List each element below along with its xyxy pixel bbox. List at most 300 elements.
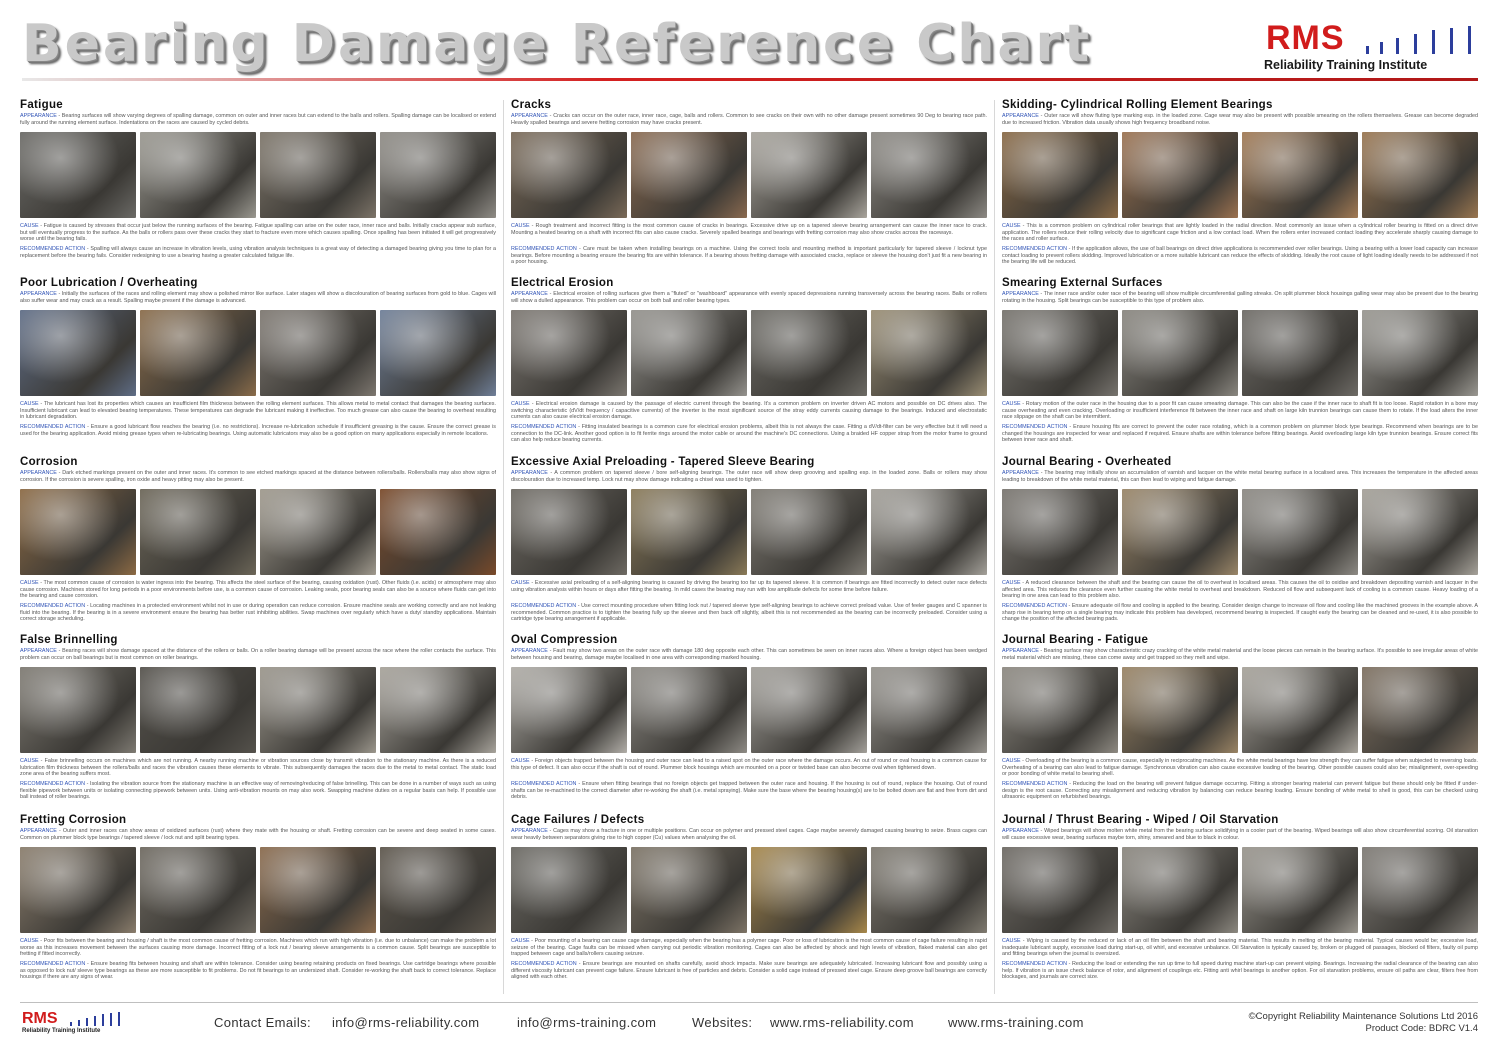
cause-text: Foreign objects trapped between the housing and outer race can lead to a raised spot on the outer race where the damage occurs. An out of round or oval housing is a common cause for this type of defect. It can also occur if the shaft is out of round. Plummer block housings which are mounted on a poor or twisted base can also become oval when tightened down.	[511, 758, 987, 771]
card-title: False Brinnelling	[20, 634, 118, 646]
cause	[1002, 223, 1478, 243]
separator: -	[529, 223, 536, 229]
recommended-action	[511, 781, 987, 801]
email-link[interactable]: info@rms-reliability.com	[332, 1015, 480, 1030]
recommended-action-label: RECOMMENDED ACTION	[1002, 603, 1067, 609]
damage-card	[20, 98, 496, 276]
separator: -	[1038, 828, 1045, 834]
damage-card	[1002, 813, 1478, 991]
appearance	[1002, 470, 1478, 484]
email-link[interactable]: info@rms-training.com	[517, 1015, 657, 1030]
recommended-action-label: RECOMMENDED ACTION	[511, 246, 577, 252]
cause-text: Overloading of the bearing is a common cause, especially in reciprocating machines. As the white metal bearings have low strength they can suffer fatigue when subjected to reversing loads. Overheating of a bearing can also lead to fatigue damage. Synchronous vibration can also cause excessive loading of the bearing. Other possible causes could also be; misalignment, over-speeding or poor bonding of white metal to bearing shell.	[1002, 758, 1478, 778]
brand-logo	[1264, 20, 1478, 74]
damage-photo	[1122, 132, 1238, 218]
appearance-label: APPEARANCE	[1002, 470, 1039, 476]
damage-photo	[631, 132, 747, 218]
brand-tagline: Reliability Training Institute	[1264, 58, 1428, 72]
cause-text: Poor fits between the bearing and housing / shaft is the most common cause of fretting corrosion. Machines which run with high vibration (i.e. due to unbalance) can make the problem a lot worse as this increases movement between the surfaces causing more damage. Incorrect fitting of a lock nut / bearing sleeve arrangements is a common cause. Split bearings are susceptible to fretting if fitted incorrectly.	[20, 938, 496, 958]
photo-strip	[511, 489, 987, 575]
damage-photo	[631, 310, 747, 396]
appearance	[511, 291, 987, 305]
damage-photo	[751, 847, 867, 933]
separator: -	[1020, 938, 1027, 944]
cause	[20, 580, 496, 600]
damage-photo	[1362, 667, 1478, 753]
recommended-action-text: Reducing the load or extending the run up time to full speed during machine start-up can prevent wiping. Bearings. Increasing the radial clearance of the bearing can also help. If vibration is an issue check balance of rotor, and alignment of couplings etc. Fitting anti whirl bearings is another option. For oil starvation problems, ensure oil paths are clear, filters free from blockages, and journals are correct size.	[1002, 961, 1478, 981]
recommended-action-text: Locating machines in a protected environment whilst not in use or during operation can reduce corrosion. Ensure machine seals are working correctly and are not leaking fluid into the bearing. If the bearing is in a severe environment ensure the bearing has better rust inhibiting abilities. Swap machines over regularly which have a duty/ standby applications. Maintain correct storage scheduling.	[20, 603, 496, 623]
appearance-text: Outer and inner races can show areas of oxidized surfaces (rust) where they mate with the housing or shaft. Fretting corrosion can be severe and deep seated in some cases. Common on plummer block type bearings / tapered sleeve / lock nut and split bearing types.	[20, 828, 496, 841]
damage-photo	[380, 310, 496, 396]
damage-card	[511, 98, 987, 276]
damage-photo	[380, 132, 496, 218]
appearance	[20, 648, 496, 662]
damage-photo	[260, 310, 376, 396]
recommended-action-text: Isolating the vibration source from the stationary machine is an effective way of removing/reducing of false brinelling. This can be done in a number of ways such as using flexible pipework between units or isolating connecting pipework between units. Using anti-vibration mounts on may also work. Swapping machine duties on a regular basis can help. If possible use ball instead of roller bearings.	[20, 781, 496, 801]
card-title: Oval Compression	[511, 634, 618, 646]
appearance-text: Dark etched markings present on the outer and inner races. It's common to see etched markings spaced at the distance between rollers/balls. Rollers/balls may also show signs of corrosion. If the corrosion is severe spalling, iron oxide and heavy pitting may also be present.	[20, 470, 496, 483]
cause-label: CAUSE	[511, 758, 530, 764]
damage-photo	[1242, 132, 1358, 218]
column-divider	[503, 100, 504, 994]
appearance	[20, 470, 496, 484]
cause-label: CAUSE	[511, 401, 530, 407]
product-code: Product Code: BDRC V1.4	[1365, 1023, 1478, 1034]
cause-text: Rotary motion of the outer race in the housing due to a poor fit can cause smearing damage. This can also be the case if the inner race to shaft fit is too loose. Rapid rotation in a bore may cause overheating and even cracking. Overloading or insufficient interference fit between the inner race and shaft on large kiln trunnion bearings can cause them to rotate. If the load alters the inner race slippage on the shaft can be intermittent.	[1002, 401, 1478, 421]
damage-photo	[1122, 310, 1238, 396]
recommended-action	[20, 781, 496, 801]
damage-photo	[1002, 310, 1118, 396]
card-title: Journal Bearing - Fatigue	[1002, 634, 1149, 646]
recommended-action-label: RECOMMENDED ACTION	[1002, 246, 1068, 252]
recommended-action	[1002, 961, 1478, 981]
appearance-label: APPEARANCE	[1002, 828, 1039, 834]
damage-photo	[1362, 847, 1478, 933]
photo-strip	[20, 847, 496, 933]
cause-label: CAUSE	[1002, 401, 1021, 407]
appearance-label: APPEARANCE	[20, 113, 57, 119]
copyright	[1249, 1011, 1478, 1035]
damage-photo	[20, 132, 136, 218]
cause-text: Wiping is caused by the reduced or lack of an oil film between the shaft and bearing material. This results in melting of the bearing material. Typical causes would be; excessive load, inadequate lubricant supply, excessive load during start-up, oil whirl, and excessive unbalance. Oil Starvation is typically caused by, broken or plugged oil passages, blocked oil filters, faulty oil pump and fitting bearings when the journal is oversized.	[1002, 938, 1478, 958]
card-title: Fretting Corrosion	[20, 814, 127, 826]
separator: -	[547, 113, 554, 119]
card-title: Smearing External Surfaces	[1002, 277, 1163, 289]
website-link[interactable]: www.rms-reliability.com	[770, 1015, 915, 1030]
damage-photo	[1002, 667, 1118, 753]
separator: -	[85, 603, 91, 609]
brand-mark: RMS	[1266, 19, 1345, 57]
column-2	[511, 98, 987, 998]
recommended-action	[1002, 603, 1478, 623]
separator: -	[1020, 223, 1027, 229]
separator: -	[38, 758, 45, 764]
separator: -	[547, 291, 554, 297]
damage-card	[511, 633, 987, 811]
cause-text: Excessive axial preloading of a self-aligning bearing is caused by driving the bearing too far up its tapered sleeve. It is common if bearings are fitted incorrectly to detect outer race defects using vibration analysis within hours or days after fitting the bearing. In mild cases the bearing may run with low amplitude defects for some time before failure.	[511, 580, 987, 593]
recommended-action-label: RECOMMENDED ACTION	[511, 961, 577, 967]
cause-text: Rough treatment and incorrect fitting is the most common cause of cracks in bearings. Excessive drive up on a tapered sleeve bearing arrangement can cause the inner race to crack. Mounting a heated bearing on a shaft with incorrect fits can also cause cracks. Severely spalled bearings and bearings with fretting corrosion may also show cracks across the raceways.	[511, 223, 987, 236]
separator: -	[1038, 291, 1044, 297]
appearance-text: Bearing surface may show characteristic crazy cracking of the white metal material and the loose pieces can remain in the bearing surface. It's possible to see irregular areas of white metal material which are missing, these can come away and get trapped so they melt and wipe.	[1002, 648, 1478, 661]
card-title: Cracks	[511, 99, 552, 111]
column-1	[20, 98, 496, 998]
separator: -	[1038, 648, 1044, 654]
card-title: Journal / Thrust Bearing - Wiped / Oil Starvation	[1002, 814, 1279, 826]
damage-photo	[380, 489, 496, 575]
photo-strip	[511, 132, 987, 218]
separator: -	[38, 580, 44, 586]
damage-photo	[751, 667, 867, 753]
damage-card	[20, 813, 496, 991]
card-title: Excessive Axial Preloading - Tapered Sleeve Bearing	[511, 456, 815, 468]
photo-strip	[1002, 310, 1478, 396]
cause	[511, 758, 987, 778]
cause-label: CAUSE	[1002, 580, 1021, 586]
photo-strip	[511, 667, 987, 753]
appearance	[1002, 828, 1478, 842]
card-title: Skidding- Cylindrical Rolling Element Bearings	[1002, 99, 1273, 111]
appearance-text: The bearing may initially show an accumulation of varnish and lacquer on the white metal bearing surface in a localised area. This increases the temperature in the affected areas leading to breakdown of the white metal material, this can then lead to wiping and fatigue damage.	[1002, 470, 1478, 483]
recommended-action	[20, 961, 496, 981]
separator: -	[1038, 113, 1045, 119]
recommended-action-text: Fitting insulated bearings is a common cure for electrical erosion problems, albeit this is not always the case. Fitting a dV/dt-filter can be very effective but it will need a connection to the DC-link. Another good option is to fit ferrite rings around the motor cable or around the machine's DC connections. Using a braided HF copper strap from the motor frame to ground can also help reduce bearing currents.	[511, 424, 987, 444]
photo-strip	[20, 310, 496, 396]
cause-label: CAUSE	[20, 401, 39, 407]
separator: -	[1020, 580, 1026, 586]
recommended-action-text: Spalling will always cause an increase in vibration levels, using vibration analysis techniques is a great way of detecting a damaged bearing giving you time to plan for a replacement before the bearing fails. Consider redesigning to use a bearing having a greater calculated fatigue life.	[20, 246, 496, 259]
cause	[1002, 938, 1478, 958]
damage-photo	[260, 132, 376, 218]
appearance	[1002, 648, 1478, 662]
damage-photo	[511, 667, 627, 753]
appearance-label: APPEARANCE	[511, 470, 548, 476]
damage-photo	[871, 489, 987, 575]
footer-divider	[20, 1002, 1478, 1003]
recommended-action-text: Ensure when fitting bearings that no foreign objects get trapped between the outer race and housing. If the housing is out of round, replace the housing. Out of round shafts can be re-machined to the correct diameter after re-working the shaft (i.e. metal spraying). Make sure the base where the bearing housing(s) are to be bolted down are flat and free from dirt and debris.	[511, 781, 987, 801]
recommended-action	[511, 603, 987, 623]
damage-photo	[1362, 310, 1478, 396]
recommended-action-label: RECOMMENDED ACTION	[20, 781, 86, 787]
cause-text: A reduced clearance between the shaft and the bearing can cause the oil to overheat in localised areas. This causes the oil to oxidise and breakdown depositing varnish and lacquer in the affected area. This reduces the clearance even further causing the white metal to overheat and breakdown. Reduced oil flow and subsequent lack of cooling is a common cause. Heavy loading of a bearing in one area can lead to this problem also.	[1002, 580, 1478, 600]
damage-card	[20, 633, 496, 811]
recommended-action-text: Use correct mounting procedure when fitting lock nut / tapered sleeve type self-aligning bearings to achieve correct preload value. Use of feeler gauges and C spanner is recommended. Common practice is to tighten the bearing fully up the sleeve and then back off slightly, albeit this is not recommended as the bearing can be incorrectly preloaded. Consider using a cartridge type bearing arrangement if applicable.	[511, 603, 987, 623]
appearance	[20, 113, 496, 127]
separator: -	[547, 828, 554, 834]
damage-photo	[1002, 132, 1118, 218]
damage-photo	[1122, 667, 1238, 753]
recommended-action-label: RECOMMENDED ACTION	[1002, 961, 1068, 967]
title-divider	[22, 78, 1478, 81]
recommended-action-label: RECOMMENDED ACTION	[511, 603, 577, 609]
recommended-action-text: Reducing the load on the bearing will prevent fatigue damage occurring. Fitting a stronger bearing material can prevent fatigue but these should only be fitted if under-design is the root cause. Correcting any misalignment and reducing vibration by balancing can reduce bearing loading. Ensure bonding of white metal to shell is good, this can be checked using ultrasonic equipment on refurbished bearings.	[1002, 781, 1478, 801]
appearance	[20, 828, 496, 842]
separator: -	[529, 580, 535, 586]
damage-photo	[140, 847, 256, 933]
damage-photo	[380, 847, 496, 933]
damage-photo	[1242, 310, 1358, 396]
damage-photo	[511, 847, 627, 933]
separator: -	[56, 113, 62, 119]
cause-label: CAUSE	[1002, 938, 1021, 944]
damage-photo	[511, 132, 627, 218]
recommended-action	[20, 246, 496, 266]
cause-text: This is a common problem on cylindrical roller bearings that are lightly loaded in the radial direction. Most commonly an issue when a cylindrical roller bearing is fitted on a direct drive application. The rollers reduce their rolling velocity due to significant cage friction and a low contact load. When the rollers enter increased contact loading they accelerate sharply causing damage to the races and roller surface.	[1002, 223, 1478, 243]
damage-card	[1002, 455, 1478, 633]
cause-text: False brinnelling occurs on machines which are not running. A nearby running machine or vibration sources close by transmit vibration to the stationary machine. As there is a reduced lubrication film thickness between the rollers/balls and races the vibration causes these elements to vibrate. This subsequently damages the races due to the metal to metal contact. The static load zone area of the bearing suffers most.	[20, 758, 496, 778]
separator: -	[529, 401, 536, 407]
cause-text: Electrical erosion damage is caused by the passage of electric current through the bearing. It's a common problem on inverter driven AC motors and possible on DC drives also. The switching characteristic (dV/dt frequency / capacitive currents) of the inverter is the most significant source of the stray eddy currents causing damage to the bearings. Induced and electrostatic currents can also cause electrical erosion damage.	[511, 401, 987, 421]
damage-photo	[1362, 489, 1478, 575]
recommended-action-text: Ensure a good lubricant flow reaches the bearing (i.e. no restrictions). Increase re-lubrication schedule if insufficient greasing is the cause. Ensure the correct grease is used for the bearing application. Avoid mixing grease types when re-lubricating bearings. Using automatic lubricators may also be a good option on many applications especially in remote locations.	[20, 424, 496, 437]
separator: -	[1067, 961, 1073, 967]
damage-photo	[631, 847, 747, 933]
recommended-action-label: RECOMMENDED ACTION	[511, 424, 577, 430]
photo-strip	[1002, 489, 1478, 575]
damage-photo	[751, 489, 867, 575]
recommended-action	[511, 424, 987, 444]
cause	[1002, 580, 1478, 600]
appearance-label: APPEARANCE	[1002, 113, 1039, 119]
damage-photo	[1242, 667, 1358, 753]
appearance-label: APPEARANCE	[511, 291, 548, 297]
column-divider	[994, 100, 995, 994]
photo-strip	[1002, 667, 1478, 753]
websites-label: Websites:	[692, 1015, 753, 1030]
cause-label: CAUSE	[20, 580, 39, 586]
photo-strip	[20, 132, 496, 218]
damage-grid	[20, 98, 1478, 998]
appearance-text: Cages may show a fracture in one or multiple positions. Can occur on polymer and pressed steel cages. Cage maybe severely damaged causing bearing to seize. Brass cages can wear heavily between separators giving rise to high copper (Cu) values when analysing the oil.	[511, 828, 987, 841]
appearance	[511, 648, 987, 662]
damage-card	[1002, 276, 1478, 454]
cause-label: CAUSE	[1002, 758, 1021, 764]
separator: -	[1067, 603, 1072, 609]
separator: -	[576, 246, 584, 252]
cause	[1002, 401, 1478, 421]
damage-photo	[871, 847, 987, 933]
recommended-action	[1002, 246, 1478, 266]
photo-strip	[511, 310, 987, 396]
card-title: Fatigue	[20, 99, 63, 111]
card-title: Corrosion	[20, 456, 78, 468]
recommended-action-text: Ensure adequate oil flow and cooling is applied to the bearing. Consider design change to increase oil flow and cooling like the machined grooves in the example above. A sharp rise in bearing temp on a single bearing may indicate this problem has developed, recommend bearing is inspected. If caught early the bearing can be cleaned and re-used, it is also possible to change the position of the affected bearing pads.	[1002, 603, 1478, 623]
separator: -	[56, 470, 63, 476]
separator: -	[576, 781, 583, 787]
cause-text: The lubricant has lost its properties which causes an insufficient film thickness between the rolling element surfaces. This allows metal to metal contact that damages the bearing surfaces. Insufficient lubricant can lead to elevated bearing temperatures. These temperatures can degrade the lubricant making it ineffective. Too much grease can also cause the bearing to overheat resulting in lubricant degradation.	[20, 401, 496, 421]
recommended-action-text: Ensure bearing fits between housing and shaft are within tolerance. Consider using bearing retaining products on fixed bearings. Use cartridge bearings where possible as opposed to lock nut/ sleeve type bearings as these are more susceptible to fit problems. Do not fit bearings to an undersized shaft. Consider re-working the shaft back to correct tolerance. Replace housings if there are any signs of wear.	[20, 961, 496, 981]
damage-photo	[380, 667, 496, 753]
cause	[20, 938, 496, 958]
appearance-text: Bearing races will show damage spaced at the distance of the rollers or balls. On a roller bearing damage will be present across the race where the roller contacts the surface. This problem can occur on ball bearings but is most common on roller bearings.	[20, 648, 496, 661]
separator: -	[576, 424, 582, 430]
appearance-label: APPEARANCE	[511, 113, 548, 119]
recommended-action-text: Ensure housing fits are correct to prevent the outer race rotating, which is a common problem on plummer block type bearings. Recommend when bearings are to be changed the housings are inspected for wear and replaced if required. Ensure shafts are within tolerance before fitting bearings. Avoid overloading large kiln type trunnion bearings. Ensure correct fits between inner race and shaft.	[1002, 424, 1478, 444]
damage-photo	[20, 667, 136, 753]
separator: -	[38, 938, 44, 944]
recommended-action-text: Ensure bearings are mounted on shafts carefully, avoid shock impacts. Make sure bearings are adequately lubricated. Increasing lubricant flow and possibly using a different viscosity lubricant can prevent cage failure. Ensure lubricant is free of particles and debris. Consider a solid cage instead of pressed steel cage. Ensure deep groove ball bearings are correctly aligned with each other.	[511, 961, 987, 981]
damage-photo	[1242, 847, 1358, 933]
photo-strip	[20, 667, 496, 753]
separator: -	[85, 246, 91, 252]
damage-card	[511, 276, 987, 454]
footer-logo	[22, 1010, 122, 1036]
damage-photo	[140, 132, 256, 218]
cause	[511, 223, 987, 243]
appearance	[20, 291, 496, 305]
separator: -	[1067, 424, 1074, 430]
appearance-label: APPEARANCE	[511, 648, 548, 654]
photo-strip	[20, 489, 496, 575]
appearance-text: Bearing surfaces will show varying degrees of spalling damage, common on outer and inner races but can extend to the balls and rollers. Spalling damage can be localised or extend fully around the running element surface. Indentations on the races are caused by cycled debris.	[20, 113, 496, 126]
separator: -	[576, 603, 582, 609]
recommended-action-label: RECOMMENDED ACTION	[20, 424, 86, 430]
damage-photo	[1362, 132, 1478, 218]
separator: -	[56, 291, 62, 297]
damage-photo	[631, 489, 747, 575]
damage-photo	[140, 667, 256, 753]
separator: -	[38, 223, 44, 229]
header	[0, 0, 1500, 92]
appearance	[511, 828, 987, 842]
recommended-action	[1002, 424, 1478, 444]
appearance-text: Cracks can occur on the outer race, inner race, cage, balls and rollers. Common to see cracks on their own with no other damage present sometimes 90 Deg to bearing race path. Heavily spalled bearings and severe fretting corrosion may have cracks present.	[511, 113, 987, 126]
cause-text: The most common cause of corrosion is water ingress into the bearing. This affects the steel surface of the bearing, causing oxidation (rust). Other fluids (i.e. acids) or atmosphere may also cause corrosion. Machines stored for long periods in a poor environments before use, is a common cause of corrosion. Leaking seals, poor bearing seals can also be a source where fluids can get into the bearing and cause corrosion.	[20, 580, 496, 600]
damage-photo	[1122, 489, 1238, 575]
appearance-label: APPEARANCE	[1002, 291, 1039, 297]
website-link[interactable]: www.rms-training.com	[948, 1015, 1084, 1030]
damage-photo	[871, 310, 987, 396]
appearance	[511, 470, 987, 484]
appearance-text: A common problem on tapered sleeve / bore self-aligning bearings. The outer race will show deep grooving and spalling esp. in the loaded zone. Balls or rollers may show discolouration due to increased temp. Lock nut may show damage indicating a chisel was used to tighten.	[511, 470, 987, 483]
cause-label: CAUSE	[20, 938, 39, 944]
column-3	[1002, 98, 1478, 998]
damage-photo	[751, 132, 867, 218]
cause	[511, 401, 987, 421]
card-title: Electrical Erosion	[511, 277, 614, 289]
card-title: Cage Failures / Defects	[511, 814, 645, 826]
separator: -	[85, 424, 91, 430]
appearance	[511, 113, 987, 127]
photo-strip	[511, 847, 987, 933]
photo-strip	[1002, 847, 1478, 933]
cause-label: CAUSE	[20, 223, 39, 229]
separator: -	[56, 648, 63, 654]
separator: -	[529, 758, 535, 764]
recommended-action-label: RECOMMENDED ACTION	[20, 961, 86, 967]
cause-label: CAUSE	[1002, 223, 1021, 229]
cause	[511, 938, 987, 958]
separator: -	[529, 938, 535, 944]
cause	[511, 580, 987, 600]
damage-card	[511, 813, 987, 991]
damage-photo	[871, 667, 987, 753]
bars-icon	[1366, 26, 1474, 54]
cause	[20, 401, 496, 421]
damage-photo	[260, 847, 376, 933]
damage-photo	[1242, 489, 1358, 575]
bars-icon	[70, 1012, 122, 1026]
damage-photo	[751, 310, 867, 396]
photo-strip	[1002, 132, 1478, 218]
recommended-action-text: Care must be taken when installing bearings on a machine. Using the correct tools and mounting method is important particularly for tapered sleeve / locknut type bearings. Before mounting a bearing ensure the bearing fits are within tolerance. If a bearing shows fretting damage with associated cracks, replace or sleeve the housing don't just fit a new bearing in a poor housing.	[511, 246, 987, 266]
damage-card	[511, 455, 987, 633]
recommended-action-label: RECOMMENDED ACTION	[20, 603, 86, 609]
cause-label: CAUSE	[511, 938, 530, 944]
separator: -	[38, 401, 44, 407]
cause-text: Fatigue is caused by stresses that occur just below the running surfaces of the bearing. Fatigue spalling can arise on the outer race, inner race and balls. Initially cracks appear sub surface, but will eventually progress to the surface. As the balls or rollers pass over these cracks they start to fracture even more which causes spalling. Once spalling has been initiated it will get progressively worse until the bearing fails.	[20, 223, 496, 243]
recommended-action-label: RECOMMENDED ACTION	[20, 246, 86, 252]
recommended-action-label: RECOMMENDED ACTION	[1002, 781, 1068, 787]
appearance-text: Electrical erosion of rolling surfaces give them a "fluted" or "washboard" appearance with evenly spaced depressions running transversely across the bearing races. Balls or rollers will show a dulled appearance. This problem can occur on both ball and roller bearing types.	[511, 291, 987, 304]
damage-card	[1002, 633, 1478, 811]
appearance-label: APPEARANCE	[20, 828, 57, 834]
recommended-action	[511, 246, 987, 266]
recommended-action	[20, 424, 496, 444]
appearance	[1002, 291, 1478, 305]
separator: -	[576, 961, 583, 967]
separator: -	[547, 470, 555, 476]
separator: -	[85, 781, 90, 787]
damage-photo	[871, 132, 987, 218]
separator: -	[1067, 246, 1072, 252]
appearance-label: APPEARANCE	[1002, 648, 1039, 654]
damage-photo	[511, 310, 627, 396]
appearance-label: APPEARANCE	[20, 648, 57, 654]
damage-photo	[1122, 847, 1238, 933]
cause	[20, 223, 496, 243]
recommended-action	[20, 603, 496, 623]
appearance-text: Outer race will show fluting type marking esp. in the loaded zone. Cage wear may also be present with possible smearing on the rollers themselves. Grease can become degraded due to increased friction. Vibration data usually shows high frequency broadband noise.	[1002, 113, 1478, 126]
separator: -	[1038, 470, 1045, 476]
appearance-text: Wiped bearings will show molten white metal from the bearing surface solidifying in a cooler part of the bearing. Wiped bearings will also show circumferential scoring. Oil starvation will cause excessive wear, bearing surfaces maybe torn, shiny, smeared and blue to black in colour.	[1002, 828, 1478, 841]
appearance-label: APPEARANCE	[511, 828, 548, 834]
separator: -	[1020, 758, 1026, 764]
damage-photo	[20, 847, 136, 933]
recommended-action-text: If the application allows, the use of ball bearings on direct drive applications is recommended over roller bearings. Using a bearing with a lower load capacity can increase contact loading to prevent rollers skidding. Improved lubrication or a more suitable lubricant can reduce the effects of skidding. Ideally the root cause of light loading ideally needs to be addressed if not the bearing life will be reduced.	[1002, 246, 1478, 266]
card-title: Poor Lubrication / Overheating	[20, 277, 198, 289]
recommended-action	[511, 961, 987, 981]
card-title: Journal Bearing - Overheated	[1002, 456, 1172, 468]
appearance-text: Fault may show two areas on the outer race with damage 180 deg opposite each other. This can sometimes be seen on inner races also. Where a foreign object has been wedged between housing and bearing, damage maybe localised in one area with corresponding marked housing.	[511, 648, 987, 661]
contact-label: Contact Emails:	[214, 1015, 312, 1030]
separator: -	[1020, 401, 1026, 407]
cause-label: CAUSE	[20, 758, 39, 764]
appearance-text: Initially the surfaces of the races and rolling element may show a polished mirror like surface. Later stages will show a discolouration of bearing surfaces from gold to blue. Cages will also suffer wear and may crack as a result. Spalling maybe present if the damage is advanced.	[20, 291, 496, 304]
damage-photo	[1002, 847, 1118, 933]
appearance	[1002, 113, 1478, 127]
damage-photo	[140, 489, 256, 575]
separator: -	[1067, 781, 1073, 787]
appearance-text: The inner race and/or outer race of the bearing will show multiple circumferential galling streaks. On split plummer block housings galling wear may also be present due to the bearing rotating in the housing. Split bearings can be susceptible to this type of problem also.	[1002, 291, 1478, 304]
recommended-action-label: RECOMMENDED ACTION	[1002, 424, 1068, 430]
damage-photo	[511, 489, 627, 575]
copyright-text: ©Copyright Reliability Maintenance Solutions Ltd 2016	[1248, 1011, 1478, 1022]
footer-brand-tagline: Reliability Training Institute	[22, 1028, 101, 1034]
appearance-label: APPEARANCE	[20, 470, 57, 476]
recommended-action-label: RECOMMENDED ACTION	[511, 781, 577, 787]
damage-card	[20, 276, 496, 454]
footer-brand-mark: RMS	[22, 1010, 58, 1027]
damage-photo	[20, 489, 136, 575]
damage-photo	[20, 310, 136, 396]
cause	[1002, 758, 1478, 778]
damage-photo	[631, 667, 747, 753]
cause-label: CAUSE	[511, 223, 530, 229]
footer	[0, 1002, 1500, 1044]
damage-photo	[1002, 489, 1118, 575]
appearance-label: APPEARANCE	[20, 291, 57, 297]
